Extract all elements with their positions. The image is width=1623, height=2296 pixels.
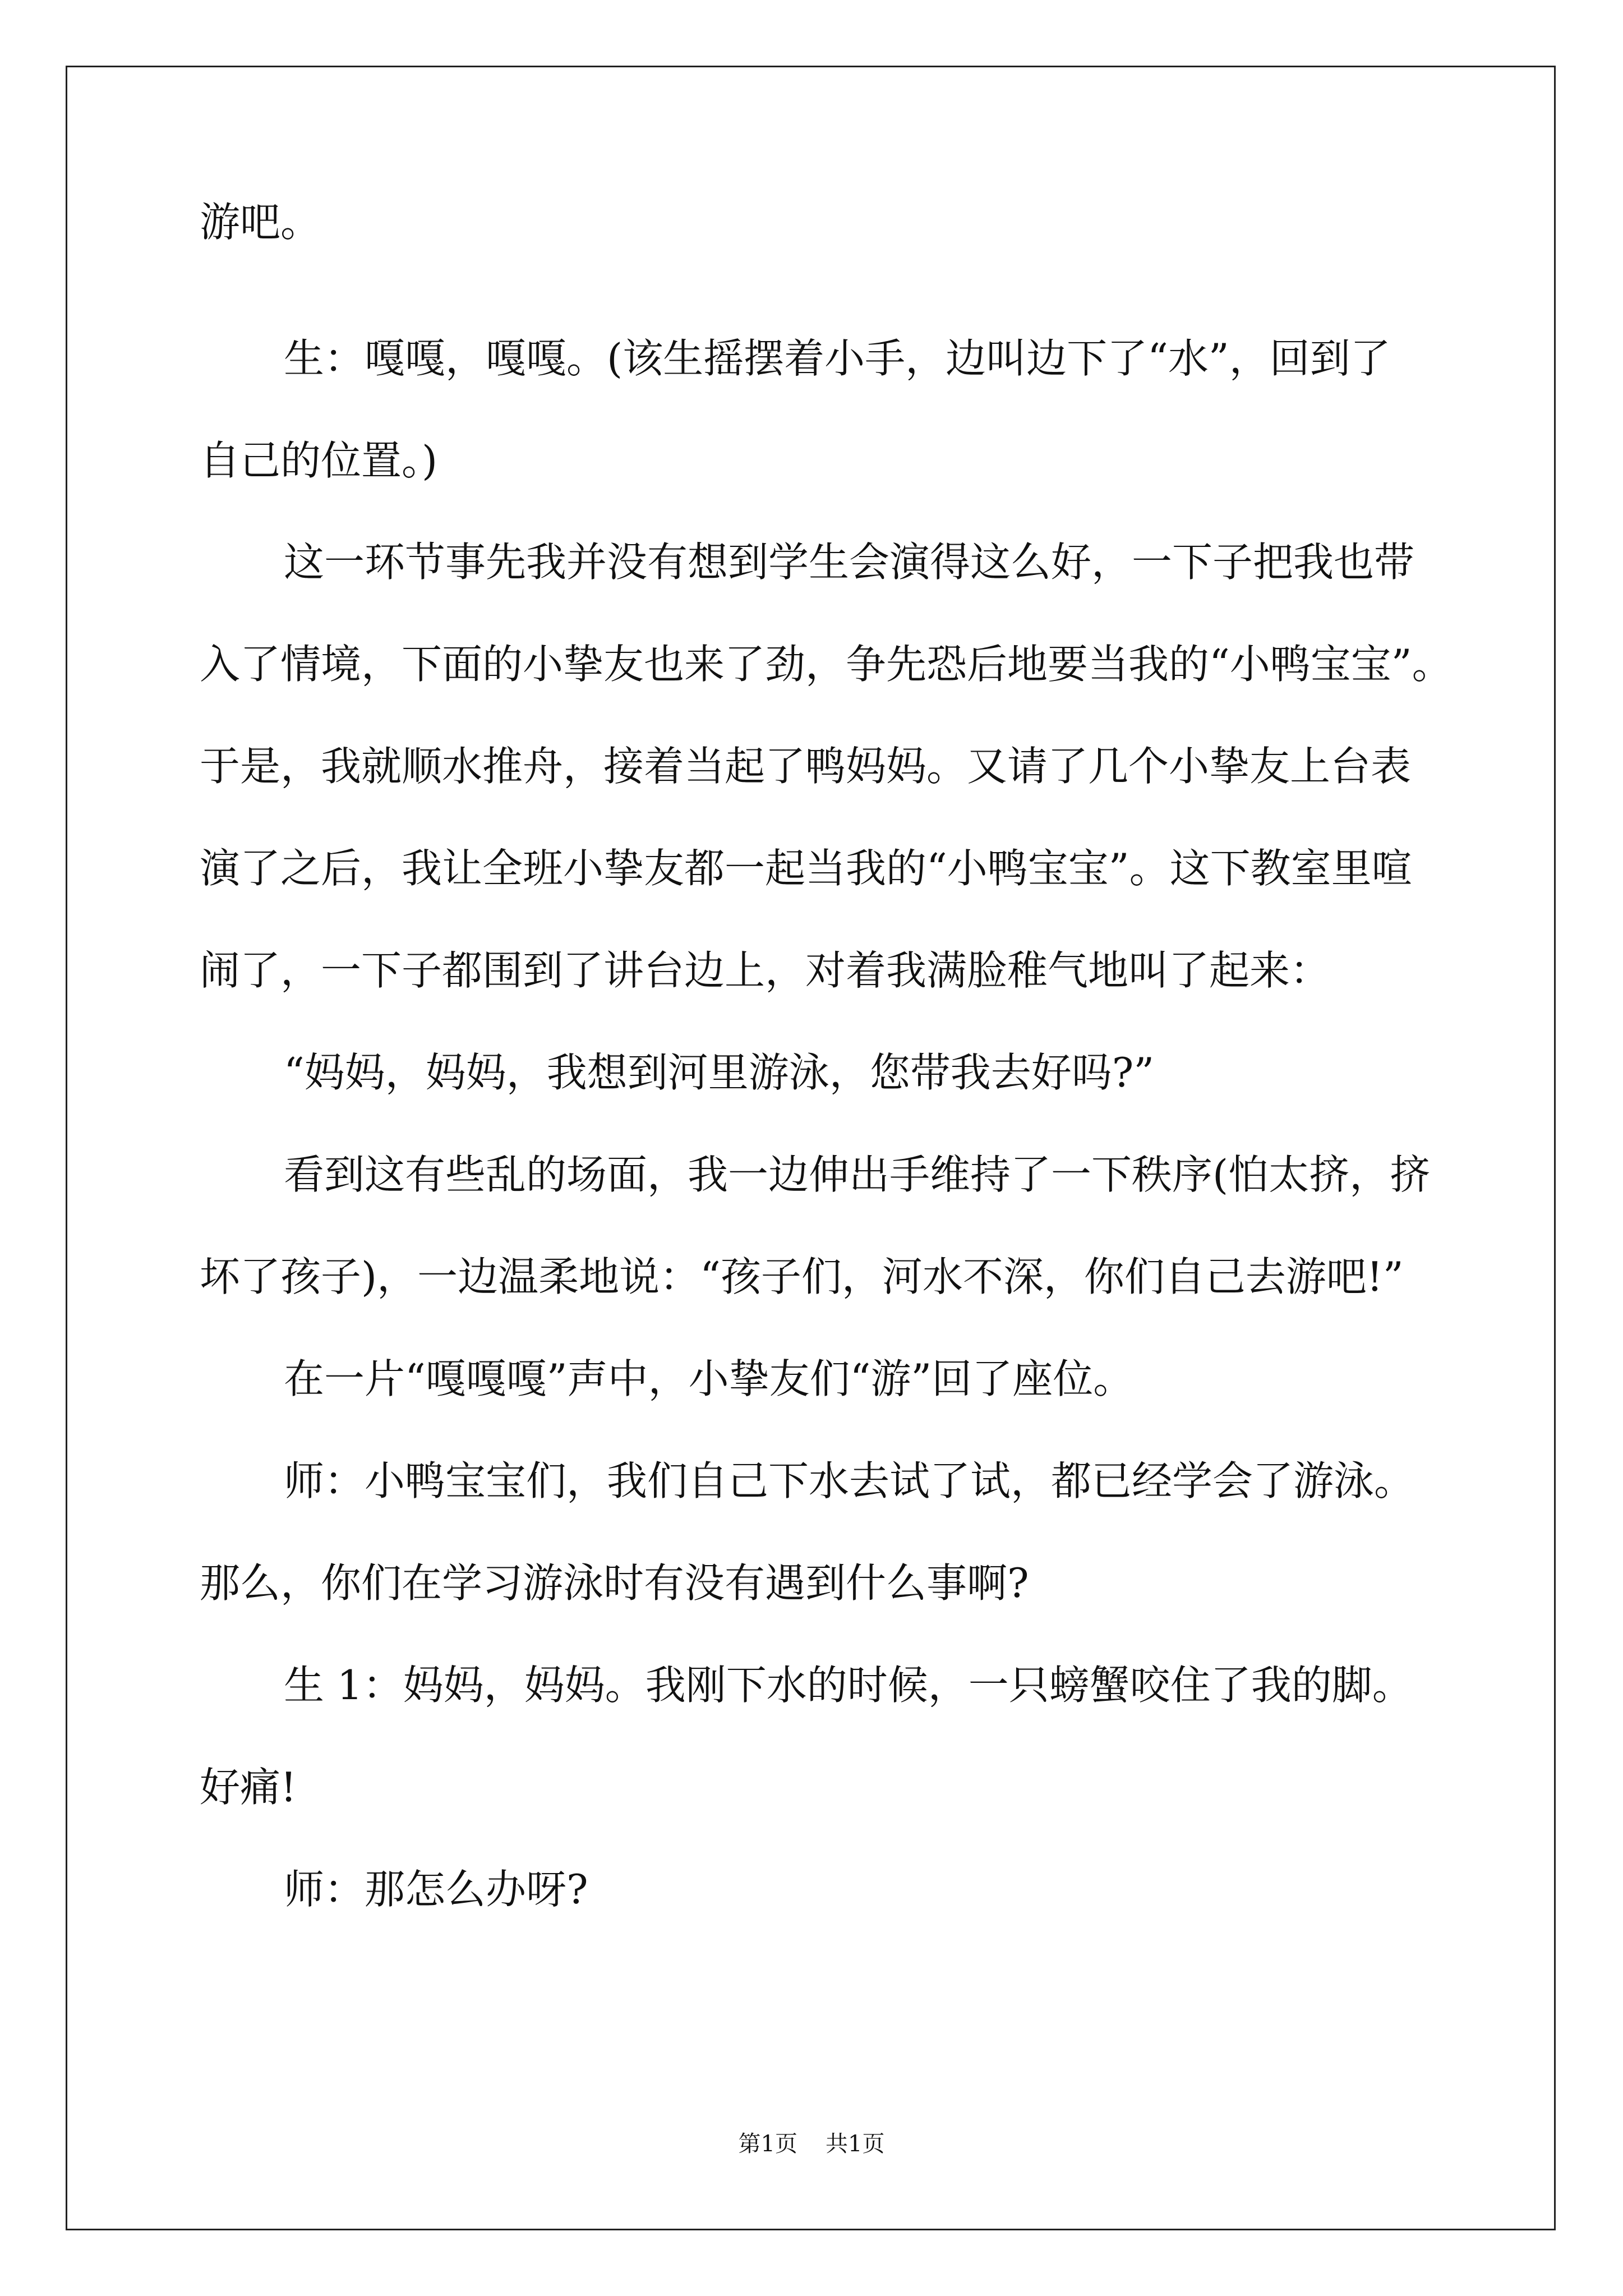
text-line-6: 于是，我就顺水推舟，接着当起了鸭妈妈。又请了几个小挚友上台表: [200, 743, 1412, 790]
text-line-14: 那么，你们在学习游泳时有没有遇到什么事啊?: [200, 1559, 1029, 1607]
page-total: 共1页: [826, 2131, 885, 2157]
text-line-17: 师：那怎么办呀?: [284, 1866, 588, 1913]
text-line-12: 在一片“嘎嘎嘎”声中，小挚友们“游”回了座位。: [284, 1355, 1134, 1402]
text-line-2: 生：嘎嘎，嘎嘎。(该生摇摆着小手，边叫边下了“水”，回到了: [284, 335, 1391, 382]
text-line-10: 看到这有些乱的场面，我一边伸出手维持了一下秩序(怕太挤，挤: [284, 1151, 1431, 1198]
text-line-9: “妈妈，妈妈，我想到河里游泳，您带我去好吗?”: [284, 1049, 1155, 1096]
page-footer: [0, 2133, 1623, 2155]
text-line-7: 演了之后，我让全班小挚友都一起当我的“小鸭宝宝”。这下教室里喧: [200, 845, 1412, 892]
page-number: 第1页: [738, 2131, 797, 2157]
text-line-8: 闹了，一下子都围到了讲台边上，对着我满脸稚气地叫了起来：: [200, 947, 1331, 994]
text-line-11: 坏了孩子)，一边温柔地说：“孩子们，河水不深，你们自己去游吧!”: [200, 1253, 1404, 1300]
text-line-3: 自己的位置。): [200, 437, 438, 484]
text-line-4: 这一环节事先我并没有想到学生会演得这么好，一下子把我也带: [284, 539, 1415, 586]
text-line-5: 入了情境，下面的小挚友也来了劲，争先恐后地要当我的“小鸭宝宝”。: [200, 641, 1453, 688]
text-line-15: 生 1：妈妈，妈妈。我刚下水的时候，一只螃蟹咬住了我的脚。: [284, 1662, 1413, 1709]
text-line-1: 游吧。: [200, 199, 321, 246]
text-line-13: 师：小鸭宝宝们，我们自己下水去试了试，都已经学会了游泳。: [284, 1457, 1415, 1504]
text-line-16: 好痛!: [200, 1764, 297, 1811]
